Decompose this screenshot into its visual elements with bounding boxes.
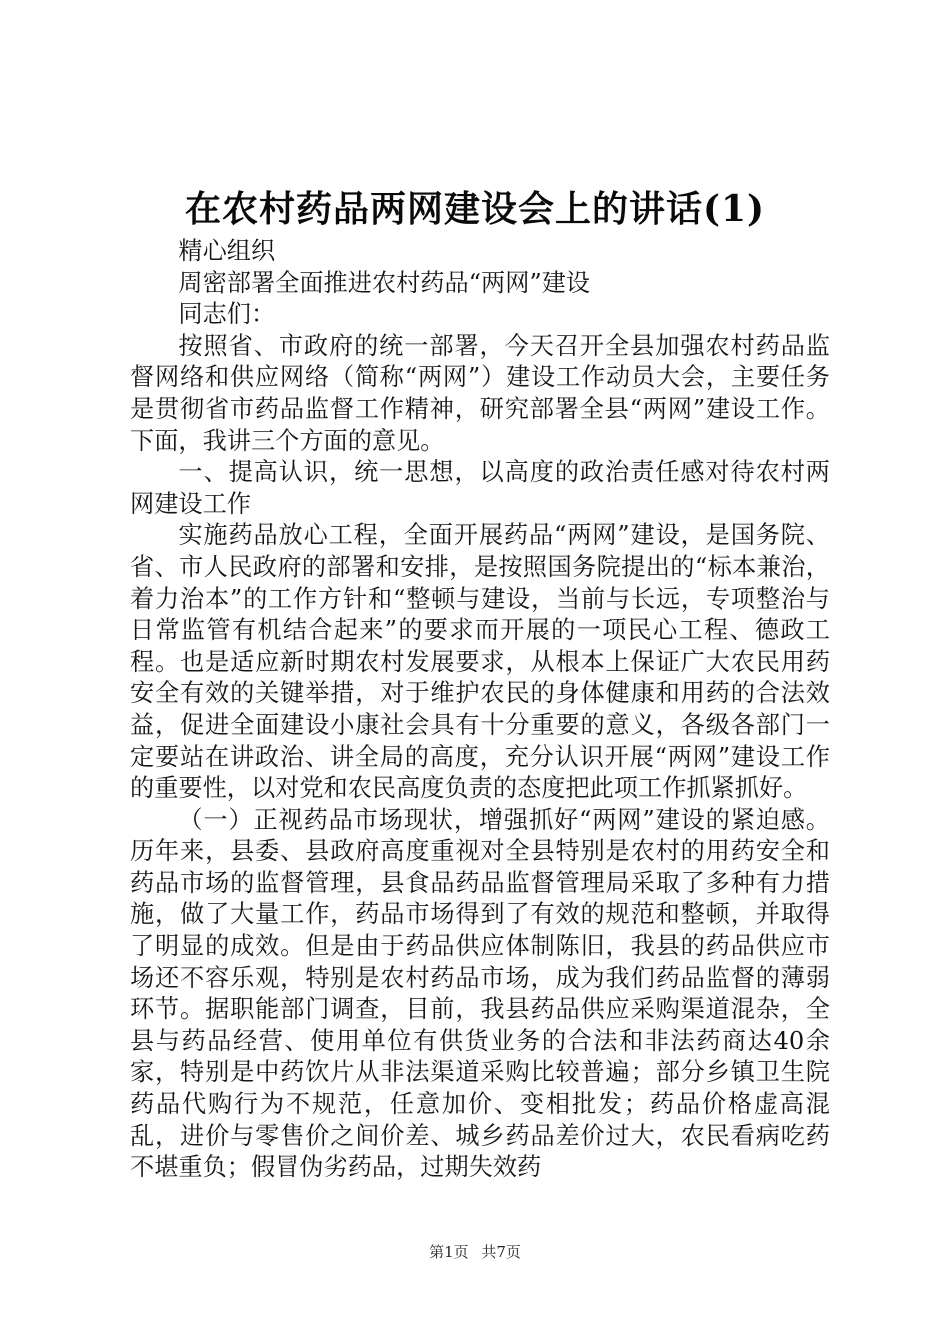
page-total: 共7页 — [481, 1243, 521, 1261]
paragraph: 同志们： — [178, 300, 276, 329]
paragraph: 一、提高认识，统一思想，以高度的政治责任感对待农村两网建设工作 — [130, 458, 830, 518]
page-number: 第1页 — [429, 1243, 469, 1261]
page-footer — [0, 1242, 950, 1262]
paragraph: （一）正视药品市场现状，增强抓好“两网”建设的紧迫感。历年来，县委、县政府高度重视对全县特别是农村的用药安全和药品市场的监督管理，县食品药品监督管理局采取了多种有力措施，做了大量工作，药品市场得到了有效的规范和整顿，并取得了明显的成效。但是由于药品供应体制陈旧，我县的药品供应市场还不容乐观，特别是农村药品市场，成为我们药品监督的薄弱环节。据职能部门调查，目前，我县药品供应采购渠道混杂，全县与药品经营、使用单位有供货业务的合法和非法药商达40余家，特别是中药饮片从非法渠道采购比较普遍；部分乡镇卫生院药品代购行为不规范，任意加价、变相批发；药品价格虚高混乱，进价与零售价之间价差、城乡药品差价过大，农民看病吃药不堪重负；假冒伪劣药品，过期失效药 — [130, 805, 830, 1182]
paragraph: 周密部署全面推进农村药品“两网”建设 — [178, 268, 591, 297]
paragraph: 按照省、市政府的统一部署，今天召开全县加强农村药品监督网络和供应网络（简称“两网”）建设工作动员大会，主要任务是贯彻省市药品监督工作精神，研究部署全县“两网”建设工作。下面，我讲三个方面的意见。 — [130, 331, 830, 455]
document-body — [130, 236, 830, 1184]
document-title: 在农村药品两网建设会上的讲话(1) — [184, 188, 766, 230]
paragraph: 实施药品放心工程，全面开展药品“两网”建设，是国务院、省、市人民政府的部署和安排，是按照国务院提出的“标本兼治，着力治本”的工作方针和“整顿与建设，当前与长远，专项整治与日常监管有机结合起来”的要求而开展的一项民心工程、德政工程。也是适应新时期农村发展要求，从根本上保证广大农民用药安全有效的关键举措，对于维护农民的身体健康和用药的合法效益，促进全面建设小康社会具有十分重要的意义，各级各部门一定要站在讲政治、讲全局的高度，充分认识开展“两网”建设工作的重要性，以对党和农民高度负责的态度把此项工作抓紧抓好。 — [130, 521, 830, 803]
paragraph: 精心组织 — [178, 237, 276, 265]
